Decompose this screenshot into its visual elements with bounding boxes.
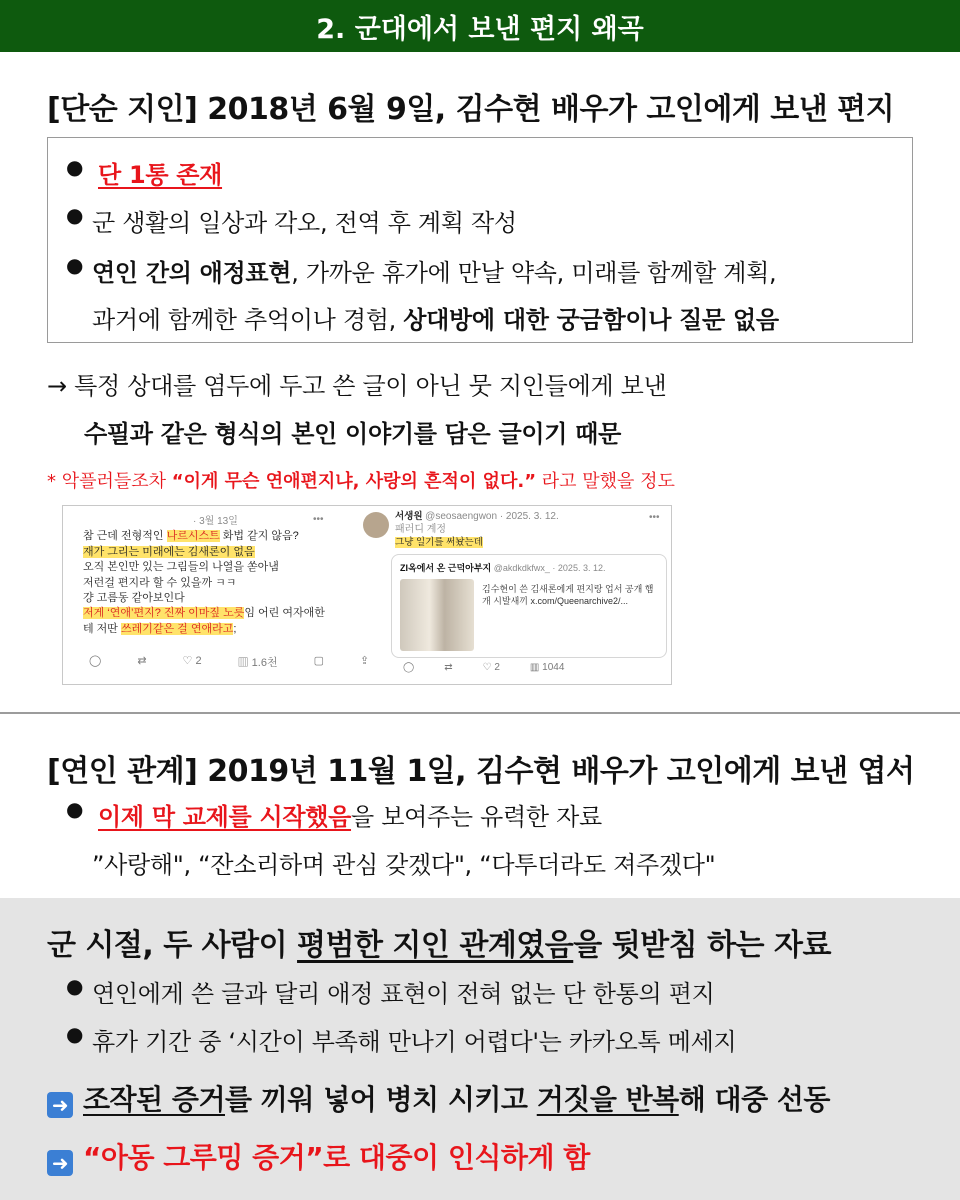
view-count: 1044 (542, 662, 565, 673)
bullet-item (66, 203, 517, 238)
bullet-dot: ● (66, 1022, 84, 1046)
bullet-item (66, 253, 777, 288)
bullet-text-bold: 연인 간의 애정표현 (92, 259, 292, 287)
parody-badge: 패러디 계정 (395, 524, 447, 535)
tweet-text: 테 저딴 (83, 622, 121, 635)
bullet-dot: ● (66, 155, 84, 179)
quoted-tweet[interactable] (391, 554, 667, 658)
summary-heading-text: 군 시절, 두 사람이 (47, 928, 298, 963)
retweet-icon[interactable]: ⇄ (137, 655, 147, 667)
tweet-text: 저런걸 편지라 할 수 있을까 ㅋㅋ (83, 576, 237, 589)
bullet-text: 휴가 기간 중 ‘시간이 부족해 만나기 어렵다'는 카카오톡 메세지 (92, 1028, 737, 1056)
quote-handle: @akdkdkfwx_ · 2025. 3. 12. (493, 563, 606, 573)
underlined-text: 조작된 증거 (83, 1083, 225, 1116)
bullet-item (66, 1022, 737, 1057)
tweet-highlight: 나르시스트 (166, 530, 220, 543)
view-count: 1.6천 (251, 657, 278, 669)
heart-icon: ♡ (482, 662, 492, 673)
tweet-left (83, 514, 398, 637)
tweet-right (395, 510, 665, 549)
bullet-text: 과거에 함께한 추억이나 경험, (92, 306, 404, 334)
tweet-text: 오직 본인만 있는 그림들의 나열을 쏟아냄 (83, 561, 279, 574)
tweet-text: 걍 고름동 같아보인다 (83, 592, 185, 605)
quote-list: ”사랑해", “잔소리하며 관심 갖겠다", “다투더라도 져주겠다" (92, 851, 716, 879)
tweet-actions (89, 654, 369, 670)
bullet-dot: ● (66, 797, 84, 821)
views (238, 654, 278, 670)
bullet-item (66, 974, 715, 1009)
reply-icon[interactable]: ◯ (403, 662, 415, 673)
header-title: 2. 군대에서 보낸 편지 왜곡 (316, 13, 644, 45)
tweet-actions (403, 662, 564, 673)
summary-line (47, 1078, 830, 1118)
quote-author: ZI옥에서 온 근덕아부지 (400, 563, 492, 573)
bullet-dot: ● (66, 974, 84, 998)
bullet-item (66, 797, 602, 832)
note-suffix: 라고 말했을 정도 (536, 471, 675, 492)
tweet-text: 참 근데 전형적인 (83, 530, 167, 543)
bullet-text-highlight: 이제 막 교제를 시작했음 (98, 803, 352, 831)
summary-line (47, 1136, 590, 1176)
more-icon[interactable]: ••• (313, 514, 324, 525)
conclusion-line-bold: 수필과 같은 형식의 본인 이야기를 담은 글이기 때문 (84, 420, 621, 448)
bookmark-icon[interactable]: ▢ (313, 655, 324, 667)
chart-icon: ▥ (237, 657, 249, 669)
bullet-text: , 가까운 휴가에 만날 약속, 미래를 함께할 계획, (291, 259, 777, 287)
tweet-highlight: 그냥 일기를 써놨는데 (395, 537, 483, 548)
tweet-author[interactable]: 서생원 (395, 511, 423, 522)
like-count: 2 (494, 662, 500, 673)
section2-heading: [연인 관계] 2019년 11월 1일, 김수현 배우가 고인에게 보낸 엽서 (47, 754, 915, 789)
share-icon[interactable]: ⇪ (359, 655, 370, 667)
bullet-item (66, 155, 223, 190)
tweet-date: · 3월 13일 (193, 516, 238, 527)
avatar[interactable] (363, 512, 389, 538)
summary-text: 로 대중이 인식하게 함 (323, 1141, 590, 1174)
letter-image (400, 579, 474, 651)
tweet-highlight: 재가 그리는 미래에는 김새론이 없음 (83, 545, 255, 558)
bullet-text-highlight: 단 1통 존재 (98, 161, 223, 189)
bullet-continuation (92, 300, 779, 335)
summary-heading-text: 을 뒷받침 하는 자료 (573, 928, 831, 963)
note-line (47, 467, 675, 493)
note-quote: “이게 무슨 연애편지냐, 사랑의 흔적이 없다.” (171, 471, 537, 492)
section1-heading: [단순 지인] 2018년 6월 9일, 김수현 배우가 고인에게 보낸 편지 (47, 92, 895, 127)
section-divider (0, 712, 960, 714)
bullet-dot: ● (66, 253, 84, 277)
bullet-text-bold: 상대방에 대한 궁금함이나 질문 없음 (403, 306, 779, 334)
more-icon[interactable]: ••• (649, 512, 660, 523)
note-prefix: * 악플러들조차 (47, 471, 172, 492)
like-button[interactable] (183, 654, 202, 670)
highlight-text: “아동 그루밍 증거” (83, 1141, 324, 1174)
right-arrow-icon: ➜ (47, 1092, 73, 1118)
chart-icon: ▥ (529, 662, 540, 673)
heart-icon: ♡ (182, 655, 193, 667)
summary-text: 해 대중 선동 (678, 1083, 830, 1116)
right-arrow-icon: ➜ (47, 1150, 73, 1176)
tweet-screenshot (62, 505, 672, 685)
quote-text: 김수현이 쓴 김새론에게 편지랑 업서 공개 햄 개 시발새끼 x.com/Queenarchive2/... (482, 584, 654, 606)
bullet-dot: ● (66, 203, 84, 227)
header-bar (0, 0, 960, 52)
like-button[interactable] (483, 662, 500, 673)
tweet-handle: @seosaengwon · 2025. 3. 12. (425, 511, 559, 522)
views (530, 662, 564, 673)
like-count: 2 (195, 655, 202, 667)
underlined-text: 거짓을 반복 (536, 1083, 679, 1116)
conclusion-line: → 특정 상대를 염두에 두고 쓴 글이 아닌 뭇 지인들에게 보낸 (47, 372, 667, 400)
bullet-text: 연인에게 쓴 글과 달리 애정 표현이 전혀 없는 단 한통의 편지 (92, 980, 715, 1008)
bullet-text: 군 생활의 일상과 각오, 전역 후 계획 작성 (92, 209, 517, 237)
reply-icon[interactable]: ◯ (89, 655, 102, 667)
summary-text: 를 끼워 넣어 병치 시키고 (225, 1083, 537, 1116)
retweet-icon[interactable]: ⇄ (444, 662, 453, 673)
tweet-text: ; (233, 622, 237, 635)
tweet-highlight: 쓰레기같은 걸 연애라고 (121, 622, 234, 635)
tweet-highlight: 저게 ‘연애’편지? 진짜 이마짚 노릇 (83, 607, 245, 620)
tweet-text: 임 어린 여자애한 (244, 607, 325, 620)
summary-heading (47, 920, 831, 964)
bullet-text: 을 보여주는 유력한 자료 (351, 803, 602, 831)
tweet-text: 화법 같지 않음? (219, 530, 299, 543)
summary-heading-underline: 평범한 지인 관계였음 (297, 928, 574, 963)
